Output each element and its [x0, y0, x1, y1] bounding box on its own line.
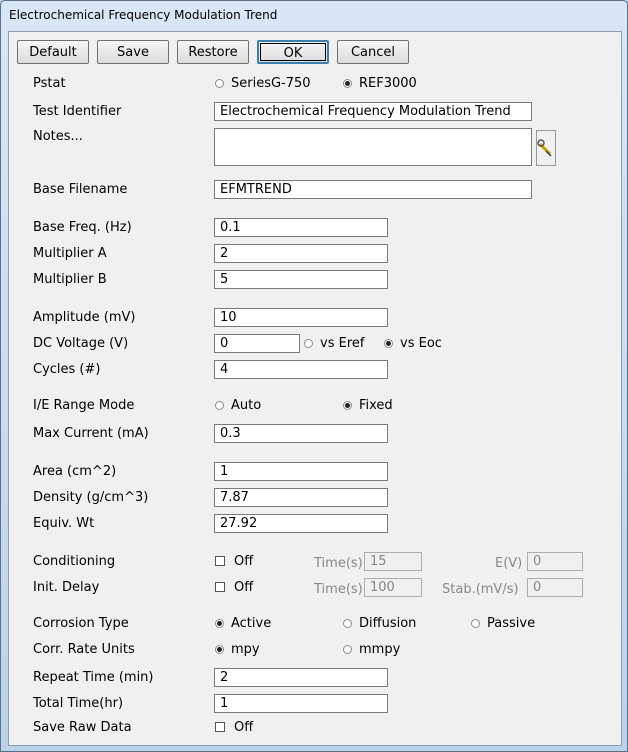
restore-button[interactable]: Restore [177, 40, 249, 64]
radio-dot [343, 619, 352, 628]
base-freq-input[interactable]: 0.1 [214, 218, 388, 237]
radio-dot-selected [384, 339, 393, 348]
pstat-radio-seriesg[interactable]: SeriesG-750 [215, 76, 311, 91]
multiplier-a-input[interactable]: 2 [214, 244, 388, 263]
checkbox-box [215, 722, 225, 732]
radio-dot [471, 619, 480, 628]
ie-range-mode-label: I/E Range Mode [33, 398, 135, 413]
dc-voltage-input[interactable]: 0 [214, 334, 300, 353]
dc-voltage-label: DC Voltage (V) [33, 336, 129, 351]
test-identifier-input[interactable]: Electrochemical Frequency Modulation Trend [214, 102, 532, 121]
title-bar[interactable] [1, 1, 627, 31]
repeat-time-label: Repeat Time (min) [33, 670, 154, 685]
cycles-label: Cycles (#) [33, 362, 101, 377]
ie-range-radio-fixed[interactable]: Fixed [343, 398, 393, 413]
equiv-wt-label: Equiv. Wt [33, 516, 95, 531]
radio-dot [215, 79, 224, 88]
amplitude-label: Amplitude (mV) [33, 310, 136, 325]
max-current-input[interactable]: 0.3 [214, 424, 388, 443]
conditioning-checkbox[interactable]: Off [215, 554, 253, 569]
dc-voltage-radio-vs-eref[interactable]: vs Eref [304, 336, 364, 351]
multiplier-b-label: Multiplier B [33, 272, 107, 287]
radio-dot [304, 339, 313, 348]
window-title: Electrochemical Frequency Modulation Trend [9, 8, 278, 22]
init-delay-time-input: 100 [364, 578, 422, 597]
save-button[interactable]: Save [97, 40, 169, 64]
equiv-wt-input[interactable]: 27.92 [214, 514, 388, 533]
notes-edit-button[interactable] [536, 130, 556, 166]
wrench-icon [537, 131, 555, 165]
conditioning-e-label: E(V) [495, 556, 523, 571]
conditioning-time-label: Time(s) [314, 556, 363, 571]
notes-input[interactable] [214, 128, 532, 166]
checkbox-box [215, 582, 225, 592]
corr-rate-radio-mpy[interactable]: mpy [215, 642, 260, 657]
repeat-time-input[interactable]: 2 [214, 668, 388, 687]
base-freq-label: Base Freq. (Hz) [33, 220, 132, 235]
ie-range-radio-auto[interactable]: Auto [215, 398, 261, 413]
cycles-input[interactable]: 4 [214, 360, 388, 379]
cancel-button[interactable]: Cancel [337, 40, 409, 64]
corrosion-radio-active[interactable]: Active [215, 616, 271, 631]
total-time-input[interactable]: 1 [214, 694, 388, 713]
amplitude-input[interactable]: 10 [214, 308, 388, 327]
conditioning-time-input: 15 [364, 552, 422, 571]
init-delay-stab-label: Stab.(mV/s) [442, 582, 519, 597]
notes-label: Notes... [33, 129, 83, 144]
area-input[interactable]: 1 [214, 462, 388, 481]
save-raw-data-label: Save Raw Data [33, 720, 132, 735]
density-label: Density (g/cm^3) [33, 490, 149, 505]
radio-dot-selected [343, 401, 352, 410]
radio-dot-selected [215, 645, 224, 654]
density-input[interactable]: 7.87 [214, 488, 388, 507]
init-delay-label: Init. Delay [33, 580, 100, 595]
corr-rate-radio-mmpy[interactable]: mmpy [343, 642, 400, 657]
multiplier-a-label: Multiplier A [33, 246, 107, 261]
base-filename-input[interactable]: EFMTREND [214, 180, 532, 199]
multiplier-b-input[interactable]: 5 [214, 270, 388, 289]
base-filename-label: Base Filename [33, 182, 128, 197]
conditioning-e-input: 0 [527, 552, 583, 571]
checkbox-box [215, 556, 225, 566]
radio-dot-selected [215, 619, 224, 628]
corr-rate-units-label: Corr. Rate Units [33, 642, 135, 657]
dialog-body [8, 31, 622, 746]
pstat-label: Pstat [33, 76, 66, 91]
radio-dot-selected [343, 79, 352, 88]
default-button[interactable]: Default [17, 40, 89, 64]
max-current-label: Max Current (mA) [33, 426, 149, 441]
ok-button[interactable]: OK [257, 40, 329, 64]
init-delay-stab-input: 0 [527, 578, 583, 597]
init-delay-time-label: Time(s) [314, 582, 363, 597]
dc-voltage-radio-vs-eoc[interactable]: vs Eoc [384, 336, 442, 351]
init-delay-checkbox[interactable]: Off [215, 580, 253, 595]
radio-dot [343, 645, 352, 654]
pstat-radio-ref3000[interactable]: REF3000 [343, 76, 417, 91]
corrosion-radio-passive[interactable]: Passive [471, 616, 535, 631]
area-label: Area (cm^2) [33, 464, 117, 479]
conditioning-label: Conditioning [33, 554, 116, 569]
save-raw-data-checkbox[interactable]: Off [215, 720, 253, 735]
corrosion-type-label: Corrosion Type [33, 616, 129, 631]
corrosion-radio-diffusion[interactable]: Diffusion [343, 616, 416, 631]
total-time-label: Total Time(hr) [33, 696, 124, 711]
radio-dot [215, 401, 224, 410]
test-identifier-label: Test Identifier [33, 104, 122, 119]
